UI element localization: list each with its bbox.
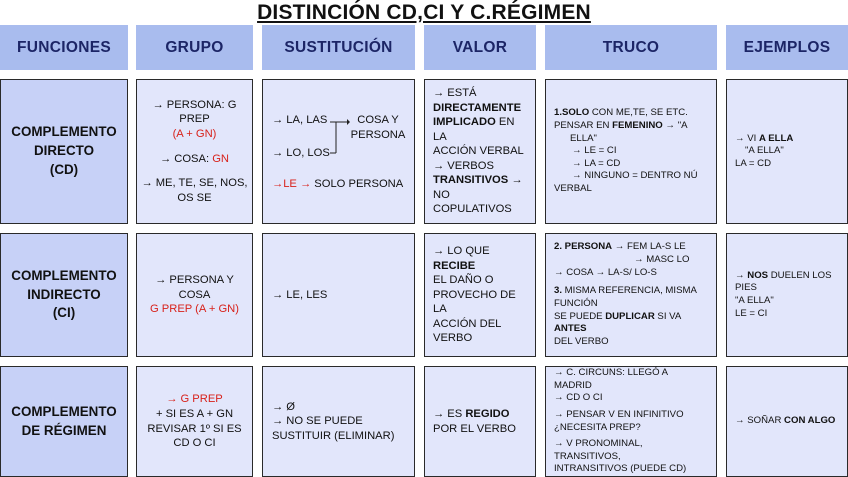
truco-ci-t6c: SI VA [654, 310, 681, 322]
truco-cr-t3: → PENSAR V EN INFINITIVO [554, 408, 684, 420]
sust-ci-le-les: → LE, LES [272, 288, 328, 301]
ejemplo-cd-e2: "A ELLA" [745, 145, 784, 157]
truco-ci-t5: FUNCIÓN [554, 298, 598, 309]
truco-ci-t4b: MISMA REFERENCIA, MISMA [562, 285, 697, 297]
bracket-arrows-icon [329, 116, 351, 158]
header-funciones: FUNCIONES [0, 25, 128, 70]
truco-ci [545, 233, 717, 357]
valor-cr [424, 366, 536, 477]
ejemplo-cd-e3: LA = CD [735, 157, 771, 169]
valor-cd-v6b: → [508, 174, 523, 187]
ejemplo-cd-e1a: → VI [735, 132, 759, 144]
valor-cd-v3a: IMPLICADO [433, 116, 496, 129]
valor-cd-v2: DIRECTAMENTE [433, 101, 522, 114]
sust-cd-la-las: → LA, LAS [272, 114, 328, 126]
truco-ci-t1a: 2. PERSONA [554, 241, 613, 253]
grupo-cd-c2: OS SE [177, 191, 212, 204]
grupo-ci-a1: → PERSONA Y [155, 274, 234, 287]
valor-ci-v1a: → LO QUE [433, 245, 490, 258]
truco-cd-t6: → NINGUNO = DENTRO NÚ [572, 170, 698, 182]
truco-cd [545, 79, 717, 224]
grupo-cr-a3: REVISAR 1º SI ES [147, 422, 242, 435]
function-cr-line2: DE RÉGIMEN [21, 422, 107, 438]
valor-ci-v2: EL DAÑO O [433, 274, 494, 287]
grupo-cr-a2: + SI ES A + GN [155, 407, 234, 420]
truco-cr-t5: → V PRONOMINAL, TRANSITIVOS, [554, 438, 643, 462]
ejemplos-cr [726, 366, 848, 477]
valor-cd-v5: → VERBOS [433, 159, 494, 172]
header-ejemplos: EJEMPLOS [726, 25, 848, 70]
grupo-cd-text [141, 98, 247, 205]
truco-cd-t4: → LE = CI [572, 145, 617, 157]
sust-cd-le [272, 177, 403, 192]
sust-cr-s3: SUSTITUIR (ELIMINAR) [272, 429, 395, 442]
valor-ci [424, 233, 536, 357]
function-cr [0, 366, 128, 477]
header-sustitucion: SUSTITUCIÓN [262, 25, 415, 70]
valor-ci-v5: VERBO [433, 332, 473, 345]
grupo-cr [136, 366, 253, 477]
grupo-cd-a2: PREP [179, 113, 210, 126]
header-truco: TRUCO [545, 25, 717, 70]
sustitucion-ci [262, 233, 415, 357]
sust-cd-s3: PERSONA [350, 129, 406, 142]
ejemplo-ci-e1b: NOS [747, 269, 769, 281]
function-cd [0, 79, 128, 224]
sust-cr-s2: → NO SE PUEDE [272, 415, 363, 428]
truco-ci-t2: → MASC LO [634, 254, 690, 266]
valor-cd-v3b: EN LA [433, 116, 515, 143]
truco-cd-t2b: FEMENINO [612, 119, 663, 131]
ejemplo-cd-e1 [735, 133, 839, 146]
ejemplo-ci-e2: PIES [735, 282, 757, 294]
ejemplo-ci-e1 [735, 270, 839, 283]
grupo-cd-b [141, 152, 247, 167]
truco-cd-t3: ELLA" [570, 132, 597, 144]
valor-ci-v1b: RECIBE [433, 259, 476, 272]
truco-ci-t1b: → FEM LA-S LE [612, 241, 686, 253]
truco-cd-t1a: 1.SOLO [554, 107, 590, 119]
valor-cd-v1: → ESTÁ [433, 86, 477, 99]
truco-ci-t3: → COSA → LA-S/ LO-S [554, 266, 657, 278]
function-cd-line3: (CD) [49, 161, 79, 177]
ejemplo-cr-e1 [735, 415, 839, 428]
valor-cd-v6a: TRANSITIVOS [433, 174, 509, 187]
sustitucion-cd [262, 79, 415, 224]
page-title: DISTINCIÓN CD,CI Y C.RÉGIMEN [257, 1, 591, 24]
grupo-cd-b2: GN [212, 152, 229, 165]
function-ci-line1: COMPLEMENTO [11, 267, 117, 283]
ejemplos-cd [726, 79, 848, 224]
truco-cd-t1 [554, 107, 708, 120]
truco-ci-t4a: 3. [554, 285, 563, 297]
ejemplo-cr-e1b: CON ALGO [784, 415, 836, 427]
valor-cd-v3 [433, 115, 527, 144]
truco-cd-t2a: PENSAR EN [554, 119, 613, 131]
ejemplo-cd-e1b: A ELLA [759, 132, 794, 144]
valor-ci-v3: PROVECHO DE LA [433, 288, 516, 316]
truco-cd-t7: VERBAL [554, 183, 592, 195]
ejemplos-ci [726, 233, 848, 357]
truco-cd-t5: → LA = CD [572, 157, 621, 169]
header-valor: VALOR [424, 25, 536, 70]
truco-cr-t2: → CD O CI [554, 392, 603, 404]
truco-ci-t6d: ANTES [554, 323, 587, 335]
sust-cr-s1: → Ø [272, 400, 295, 413]
sust-cd-le-red: →LE → [272, 178, 315, 190]
grupo-ci-a3: G PREP (A + GN) [149, 303, 239, 316]
grupo-ci-a2: COSA [178, 288, 211, 301]
valor-cr-v1b: REGIDO [465, 407, 510, 420]
grupo-cr-a4: CD O CI [173, 437, 216, 450]
function-cd-line2: DIRECTO [33, 143, 95, 159]
truco-ci-t7: DEL VERBO [554, 335, 609, 347]
sust-cd-lo-los: → LO, LOS [272, 147, 330, 159]
grupo-cd-a1: → PERSONA: G [152, 98, 237, 111]
function-cr-line1: COMPLEMENTO [11, 403, 117, 419]
ejemplo-ci-e1c: DUELEN LOS [768, 269, 832, 281]
valor-cr-v2: POR EL VERBO [433, 422, 516, 435]
grupo-cr-a1: → G PREP [166, 393, 223, 406]
ejemplo-cr-e1a: → SOÑAR [735, 415, 785, 427]
valor-cd-v7: NO COPULATIVOS [433, 188, 512, 216]
truco-ci-t1 [554, 241, 708, 254]
header-grupo: GRUPO [136, 25, 253, 70]
sust-cd-s2: COSA Y [357, 114, 399, 126]
truco-ci-t4 [554, 285, 708, 298]
truco-cr-t1: → C. CIRCUNS: LLEGÓ A MADRID [554, 367, 668, 391]
function-ci-line2: INDIRECTO [27, 286, 101, 302]
grupo-cd-a3: (A + GN) [172, 127, 217, 140]
truco-cr [545, 366, 717, 477]
valor-cd-v6 [433, 173, 527, 188]
truco-ci-t6a: SE PUEDE [554, 310, 606, 322]
truco-ci-t6 [554, 311, 708, 336]
sust-cd-cosa-persona [347, 113, 409, 143]
sust-cd-solo-persona: SOLO PERSONA [314, 178, 404, 190]
valor-cd [424, 79, 536, 224]
ejemplo-ci-e1a: → [735, 269, 748, 281]
truco-cr-t4: ¿NECESITA PREP? [554, 421, 641, 433]
grupo-cd-c1: → ME, TE, SE, NOS, [141, 177, 248, 190]
truco-cd-t2 [554, 120, 708, 133]
function-cd-line1: COMPLEMENTO [11, 124, 117, 140]
valor-cr-v1a: → ES [433, 407, 466, 420]
grupo-ci [136, 233, 253, 357]
ejemplo-ci-e4: LE = CI [735, 307, 768, 319]
valor-cr-v1 [433, 407, 527, 422]
truco-cr-t6: INTRANSITIVOS (PUEDE CD) [554, 463, 687, 475]
valor-cd-v4: ACCIÓN VERBAL [433, 145, 524, 158]
grupo-cd-b1: → COSA: [159, 152, 213, 165]
valor-ci-v1 [433, 244, 527, 273]
function-ci-line3: (CI) [52, 305, 76, 321]
function-ci [0, 233, 128, 357]
sustitucion-cr [262, 366, 415, 477]
ejemplo-ci-e3: "A ELLA" [735, 295, 774, 306]
truco-cd-t2c: → "A [662, 119, 688, 131]
valor-ci-v4: ACCIÓN DEL [433, 317, 502, 330]
truco-cd-t1b: CON ME,TE, SE ETC. [589, 107, 688, 119]
grupo-cd [136, 79, 253, 224]
truco-ci-t6b: DUPLICAR [605, 310, 655, 322]
